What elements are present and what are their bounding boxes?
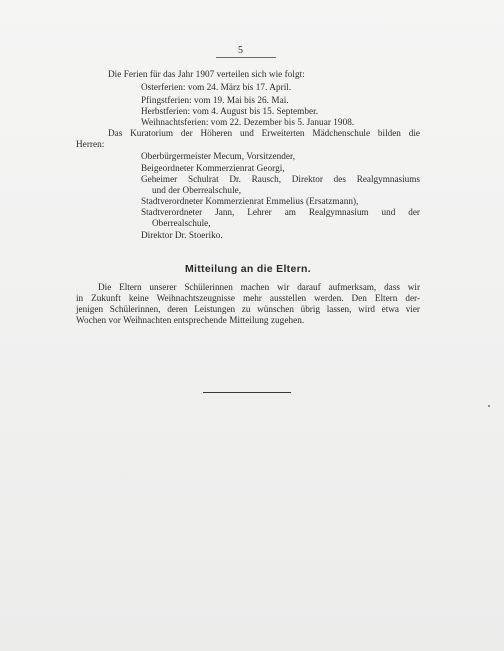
notice-heading: Mitteilung an die Eltern. (185, 263, 311, 275)
notice-line: jenigen Schülerinnen, deren Leistungen zu wünschen übrig lassen, wird etwa vier (76, 304, 420, 314)
holidays-intro: Die Ferien für das Jahr 1907 verteilen sich wie folgt: (108, 69, 305, 79)
notice-line: Wochen vor Weihnachten entsprechende Mitteilung zugehen. (76, 315, 305, 325)
notice-line: Die Eltern unserer Schülerinnen machen wir darauf aufmerksam, dass wir (98, 282, 420, 292)
board-member: Geheimer Schulrat Dr. Rausch, Direktor des Realgymnasiums (141, 174, 420, 184)
holiday-easter: Osterferien: vom 24. März bis 17. April. (141, 82, 292, 92)
notice-line: in Zukunft keine Weihnachtszeugnisse mehr ausstellen werden. Den Eltern der- (76, 293, 420, 303)
page-number: 5 (238, 45, 244, 56)
page-number-rule (216, 57, 276, 58)
holiday-pentecost: Pfingstferien: vom 19. Mai bis 26. Mai. (141, 95, 289, 105)
holiday-autumn: Herbstferien: vom 4. August bis 15. September. (141, 106, 319, 116)
board-member: Stadtverordneter Jann, Lehrer am Realgymnasium und der (141, 207, 420, 217)
board-member-continued: Oberrealschule, (152, 218, 211, 228)
board-intro-continued: Herren: (76, 139, 105, 149)
paper-speck (488, 405, 490, 407)
board-member: Oberbürgermeister Mecum, Vorsitzender, (141, 151, 296, 161)
closing-rule (203, 392, 291, 393)
board-member: Beigeordneter Kommerzienrat Georgi, (141, 163, 285, 173)
board-member: Stadtverordneter Kommerzienrat Emmelius (Ersatzmann), (141, 196, 359, 206)
holiday-christmas: Weihnachtsferien: vom 22. Dezember bis 5. Januar 1908. (141, 117, 355, 127)
board-member: Direktor Dr. Stoeriko. (141, 230, 223, 240)
board-intro: Das Kuratorium der Höheren und Erweiterten Mädchenschule bilden die (108, 128, 420, 138)
board-member-continued: und der Oberrealschule, (152, 185, 242, 195)
